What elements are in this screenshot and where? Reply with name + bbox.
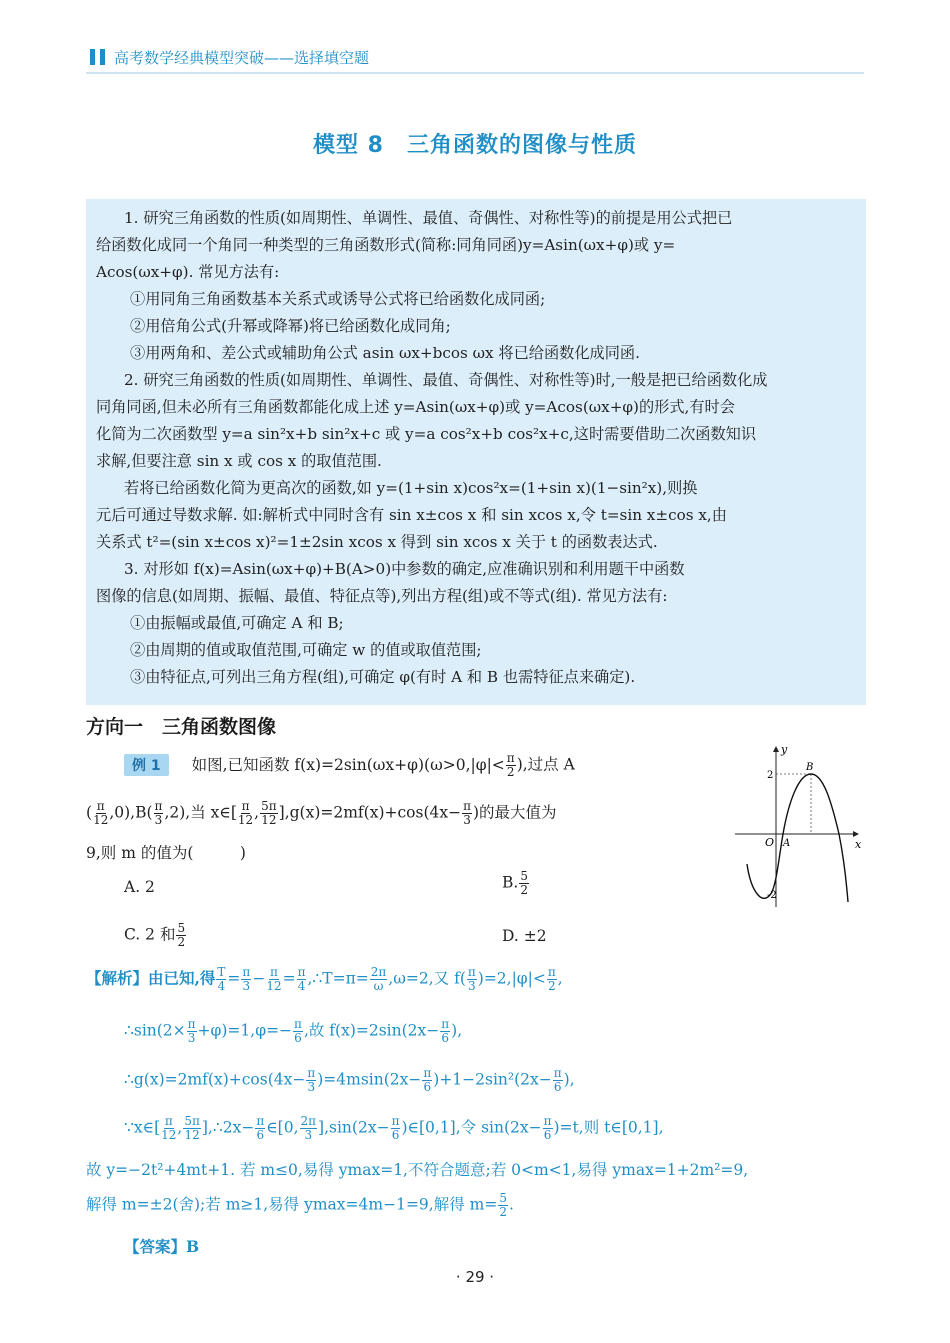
y-label: y bbox=[781, 743, 788, 756]
x-label: x bbox=[855, 838, 862, 851]
page-title: 模型 8 三角函数的图像与性质 bbox=[313, 133, 637, 158]
summary-line: 给函数化成同一个角同一种类型的三角函数形式(简称:同角同函)y=Asin(ωx+φ)或 y= bbox=[96, 236, 676, 254]
summary-line: 若将已给函数化简为更高次的函数,如 y=(1+sin x)cos²x=(1+sin x)(1−sin²x),则换 bbox=[124, 479, 698, 497]
summary-line: ②由周期的值或取值范围,可确定 w 的值或取值范围; bbox=[130, 641, 482, 659]
answer: 【答案】B bbox=[124, 1237, 200, 1256]
option-d[interactable]: D. ±2 bbox=[502, 927, 547, 945]
summary-line: 元后可通过导数求解. 如:解析式中同时含有 sin x±cos x 和 sin xcos x,令 t=sin x±cos x,由 bbox=[96, 506, 727, 524]
summary-line: ①用同角三角函数基本关系式或诱导公式将已给函数化成同函; bbox=[130, 290, 546, 308]
summary-line: ②用倍角公式(升幂或降幂)将已给函数化成同角; bbox=[130, 317, 451, 335]
sine-graph bbox=[733, 742, 868, 912]
option-a[interactable]: A. 2 bbox=[124, 878, 155, 896]
point-a-label: A bbox=[783, 838, 791, 849]
summary-line: 化简为二次函数型 y=a sin²x+b sin²x+c 或 y=a cos²x+b cos²x+c,这时需要借助二次函数知识 bbox=[96, 425, 757, 443]
option-c[interactable]: C. 2 和 $\frac{5}{2}$ bbox=[124, 921, 186, 949]
running-header bbox=[90, 44, 864, 70]
summary-line: 求解,但要注意 sin x 或 cos x 的取值范围. bbox=[96, 452, 382, 470]
solution-line-1: 【解析】由已知,得 $\frac{T}{4}$ = $\frac{\pi}{3}$ − $\frac{\pi}{12}$ = $\frac{\pi}{4}$ ,∴T=π= $\frac{2\pi}{\omega}$ ,ω=2,又 f( $\frac{\pi}{3}$ )=2,|φ|< $\frac{\pi}{2}$ , bbox=[86, 965, 563, 993]
header-rule bbox=[86, 72, 864, 74]
summary-line: 图像的信息(如周期、振幅、最值、特征点等),列出方程(组)或不等式(组). 常见方法有: bbox=[96, 587, 668, 605]
header-bar-icon bbox=[100, 49, 105, 65]
header-title: 高考数学经典模型突破——选择填空题 bbox=[114, 48, 370, 67]
example-line-1: 例 1 如图,已知函数 f(x)=2sin(ωx+φ)(ω>0,|φ|< $\frac{\pi}{2}$ ),过点 A bbox=[124, 752, 575, 779]
summary-line: Acos(ωx+φ). 常见方法有: bbox=[96, 263, 280, 281]
summary-line: 1. 研究三角函数的性质(如周期性、单调性、最值、奇偶性、对称性等)的前提是用公式把已 bbox=[124, 209, 733, 227]
solution-line-4: ∵x∈[ $\frac{\pi}{12}$ , $\frac{5\pi}{12}$ ],∴2x− $\frac{\pi}{6}$ ∈[0, $\frac{2\pi}{3}$ ],sin(2x− $\frac{\pi}{6}$ )∈[0,1],令 sin(2x− $\frac{\pi}{6}$ )=t,则 t∈[0,1], bbox=[124, 1114, 664, 1142]
example-tag: 例 1 bbox=[124, 754, 169, 776]
page-number: · 29 · bbox=[455, 1268, 495, 1286]
sine-curve bbox=[747, 774, 848, 902]
summary-box bbox=[86, 199, 866, 705]
y-tick-2: 2 bbox=[767, 770, 774, 781]
summary-line: 3. 对形如 f(x)=Asin(ωx+φ)+B(A>0)中参数的确定,应准确识别和利用题干中函数 bbox=[124, 560, 685, 578]
option-b[interactable]: B. $\frac{5}{2}$ bbox=[502, 869, 528, 897]
example-line-3: 9,则 m 的值为( ) bbox=[86, 844, 246, 862]
y-tick-neg2: -2 bbox=[767, 890, 777, 901]
example-line-2: ( $\frac{\pi}{12}$ ,0),B( $\frac{\pi}{3}$ ,2),当 x∈[ $\frac{\pi}{12}$ , $\frac{5\pi}{12}$ ],g(x)=2mf(x)+cos(4x− $\frac{\pi}{3}$ )的最大值为 bbox=[86, 799, 557, 827]
summary-line: ①由振幅或最值,可确定 A 和 B; bbox=[130, 614, 344, 632]
solution-line-6: 解得 m=±2(舍);若 m≥1,易得 ymax=4m−1=9,解得 m= $\frac{5}{2}$ . bbox=[86, 1191, 514, 1219]
point-b-label: B bbox=[806, 762, 814, 773]
solution-line-2: ∴sin(2× $\frac{\pi}{3}$ +φ)=1,φ=− $\frac{\pi}{6}$ ,故 f(x)=2sin(2x− $\frac{\pi}{6}$ ), bbox=[124, 1017, 463, 1045]
origin-label: O bbox=[765, 836, 775, 849]
section-heading: 方向一 三角函数图像 bbox=[86, 716, 277, 738]
solution-line-3: ∴g(x)=2mf(x)+cos(4x− $\frac{\pi}{3}$ )=4msin(2x− $\frac{\pi}{6}$ )+1−2sin²(2x− $\frac{\pi}{6}$ ), bbox=[124, 1066, 575, 1094]
header-bar-icon bbox=[90, 49, 95, 65]
summary-line: ③用两角和、差公式或辅助角公式 asin ωx+bcos ωx 将已给函数化成同函. bbox=[130, 344, 640, 362]
summary-line: 同角同函,但未必所有三角函数都能化成上述 y=Asin(ωx+φ)或 y=Acos(ωx+φ)的形式,有时会 bbox=[96, 398, 735, 416]
summary-line: ③由特征点,可列出三角方程(组),可确定 φ(有时 A 和 B 也需特征点来确定). bbox=[130, 668, 636, 686]
summary-line: 2. 研究三角函数的性质(如周期性、单调性、最值、奇偶性、对称性等)时,一般是把已给函数化成 bbox=[124, 371, 768, 389]
summary-line: 关系式 t²=(sin x±cos x)²=1±2sin xcos x 得到 sin xcos x 关于 t 的函数表达式. bbox=[96, 533, 658, 551]
solution-line-5: 故 y=−2t²+4mt+1. 若 m≤0,易得 ymax=1,不符合题意;若 0<m<1,易得 ymax=1+2m²=9, bbox=[86, 1161, 749, 1179]
